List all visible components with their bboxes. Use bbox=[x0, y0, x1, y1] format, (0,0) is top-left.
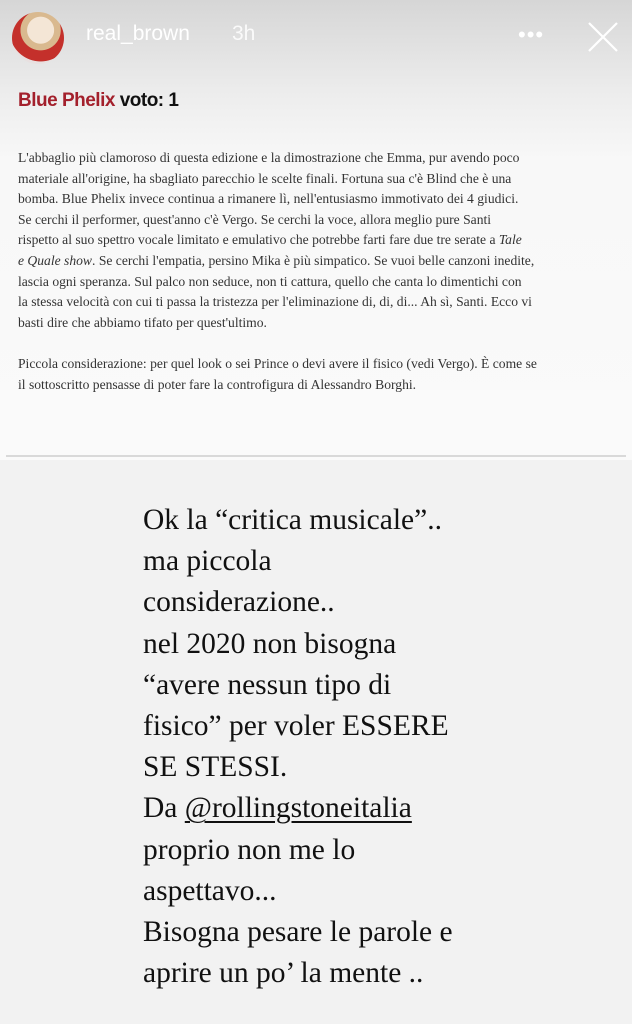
text-line: Se cerchi il performer, quest'anno c'è Vergo. Se cerchi la voce, allora meglio pure Santi bbox=[18, 211, 492, 227]
post-time: 3h bbox=[232, 22, 256, 45]
article-body bbox=[18, 148, 618, 416]
italic-text: e Quale show bbox=[18, 252, 93, 268]
text-line: Piccola considerazione: per quel look o sei Prince o devi avere il fisico (vedi Vergo). È come se bbox=[18, 355, 537, 371]
text-line: basti dire che abbiamo tifato per quest'ultimo. bbox=[18, 314, 267, 330]
story-line: “avere nessun tipo di bbox=[143, 668, 392, 701]
article-paragraph bbox=[18, 354, 618, 395]
story-line: aprire un po’ la mente .. bbox=[143, 957, 424, 990]
text-line: il sottoscritto pensasse di poter fare la controfigura di Alessandro Borghi. bbox=[18, 376, 417, 392]
story-line: Ok la “critica musicale”.. bbox=[143, 504, 442, 536]
story-line: ma piccola bbox=[143, 545, 272, 578]
avatar[interactable] bbox=[12, 12, 64, 64]
username[interactable]: real_brown bbox=[86, 22, 190, 45]
close-icon[interactable] bbox=[586, 20, 620, 54]
mention-link[interactable]: @rollingstoneitalia bbox=[184, 792, 412, 825]
text-line: bomba. Blue Phelix invece continua a rimanere lì, nell'entusiasmo immotivato dei 4 giudici. bbox=[18, 191, 519, 207]
italic-text: Tale bbox=[498, 232, 522, 248]
divider bbox=[6, 455, 626, 457]
story-line: nel 2020 non bisogna bbox=[143, 627, 397, 660]
text-line: rispetto al suo spettro vocale limitato e emulativo che potrebbe farti fare due tre serate a bbox=[18, 232, 499, 248]
text-line: L'abbaglio più clamoroso di questa edizione e la dimostrazione che Emma, pur avendo poco bbox=[18, 150, 520, 165]
story-text bbox=[143, 500, 453, 994]
story-line: considerazione.. bbox=[143, 586, 335, 619]
story-line: Da bbox=[143, 792, 185, 825]
text-line: la stessa velocità con cui ti passa la tristezza per l'eliminazione di, di, di... Ah sì, Santi. Ecco vi bbox=[18, 294, 532, 310]
more-options-icon[interactable]: ••• bbox=[518, 22, 545, 47]
article-title-name: Blue Phelix bbox=[18, 90, 115, 111]
article-title-vote: voto: 1 bbox=[119, 90, 179, 111]
text-line: lascia ogni speranza. Sul palco non seduce, non ti cattura, quello che canta lo dimentichi con bbox=[18, 273, 522, 289]
story-line: Bisogna pesare le parole e bbox=[143, 916, 453, 949]
story-header bbox=[0, 0, 632, 72]
story-line: proprio non me lo bbox=[143, 833, 356, 866]
story-line: fisico” per voler ESSERE bbox=[143, 710, 449, 743]
article-paragraph bbox=[18, 148, 618, 333]
text-line: . Se cerchi l'empatia, persino Mika è più simpatico. Se vuoi belle canzoni inedite, bbox=[92, 252, 535, 268]
story-line: SE STESSI. bbox=[143, 751, 288, 784]
article-title bbox=[18, 90, 178, 112]
story-line: aspettavo... bbox=[143, 874, 277, 907]
text-line: materiale all'origine, ha sbagliato parecchio le scelte finali. Fortuna sua c'è Blind che è una bbox=[18, 170, 512, 186]
